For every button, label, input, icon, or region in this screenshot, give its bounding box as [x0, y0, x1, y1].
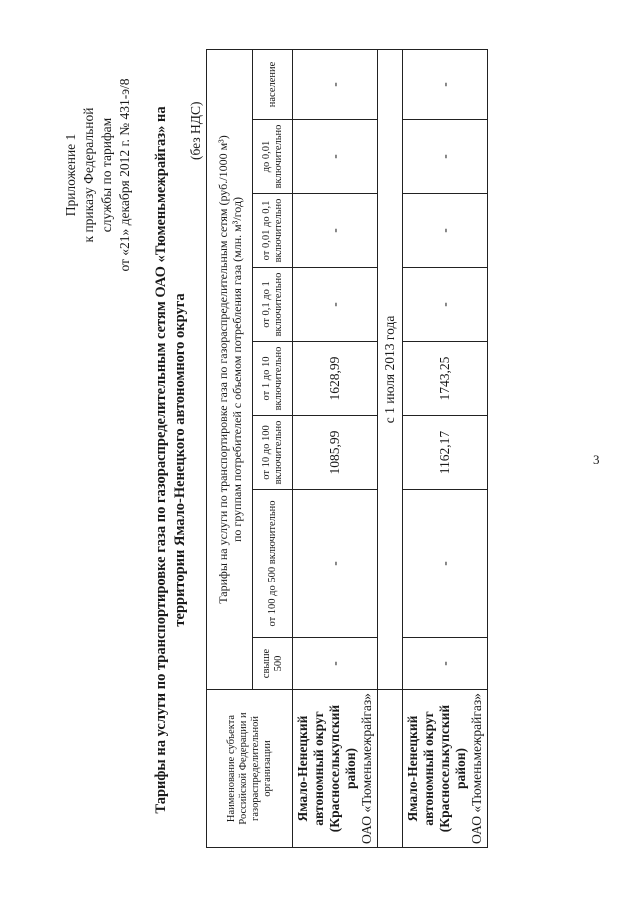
group-header: от 0,01 до 0,1 включительно [253, 194, 293, 268]
organization-name: ОАО «Тюменьмежрайгаз» [359, 693, 374, 844]
group-header: от 1 до 10 включительно [253, 342, 293, 416]
appendix-line-4: от «21» декабря 2012 г. № 431-э/8 [117, 78, 132, 272]
document-sheet [60, 40, 580, 860]
group-header: население [253, 49, 293, 119]
tariff-cell: - [293, 638, 378, 690]
tariff-cell: - [403, 268, 488, 342]
page-number: 3 [593, 452, 600, 467]
region-name: Ямало-Ненецкий автономный округ [405, 711, 436, 826]
tariff-cell: - [403, 120, 488, 194]
period-separator-row [378, 49, 403, 847]
group-header: свыше 500 [253, 638, 293, 690]
group-header: от 10 до 100 включительно [253, 416, 293, 490]
appendix-line-3: службы по тарифам [99, 117, 114, 233]
group-header: от 100 до 500 включительно [253, 490, 293, 638]
district-name: (Красноселькупский район) [327, 704, 358, 833]
header-subject: Наименование субъекта Российской Федерации и газораспределительной организации [207, 690, 293, 848]
header-tariffs-line-1: Тарифы на услуги по транспортировке газа по газораспределительным сетям (руб./1000 м³) [215, 135, 230, 604]
tariff-cell: 1628,99 [293, 342, 378, 416]
separator-blank-cell [378, 690, 403, 848]
tariff-cell: - [403, 194, 488, 268]
header-tariffs-line-2: по группам потребителей с объемом потребления газа (млн. м³/год) [229, 196, 244, 543]
group-header: до 0,01 включительно [253, 120, 293, 194]
appendix-line-2: к приказу Федеральной [81, 107, 96, 243]
region-name: Ямало-Ненецкий автономный округ [295, 711, 326, 826]
table-row [293, 49, 378, 847]
row-label [403, 690, 488, 848]
organization-name: ОАО «Тюменьмежрайгаз» [469, 693, 484, 844]
group-header: от 0,1 до 1 включительно [253, 268, 293, 342]
header-tariffs [207, 49, 253, 689]
tariff-cell: - [293, 268, 378, 342]
tariff-cell: 1743,25 [403, 342, 488, 416]
title-line-2: территории Ямало-Ненецкого автономного округа [172, 293, 188, 627]
tariff-table [206, 49, 488, 848]
table-header-row [207, 49, 253, 847]
title-line-1: Тарифы на услуги по транспортировке газа по газораспределительным сетям ОАО «Тюменьмежрайгаз» на [153, 106, 169, 814]
unit-note: (без НДС) [188, 101, 203, 160]
tariff-cell: - [403, 490, 488, 638]
document-title [152, 100, 190, 820]
district-name: (Красноселькупский район) [437, 704, 468, 833]
tariff-cell: - [403, 638, 488, 690]
tariff-cell: - [293, 120, 378, 194]
tariff-cell: - [293, 194, 378, 268]
table-row [403, 49, 488, 847]
period-separator: с 1 июля 2013 года [378, 49, 403, 689]
tariff-cell: 1085,99 [293, 416, 378, 490]
tariff-cell: 1162,17 [403, 416, 488, 490]
tariff-cell: - [293, 49, 378, 119]
appendix-line-1: Приложение 1 [63, 133, 78, 217]
tariff-cell: - [403, 49, 488, 119]
tariff-cell: - [293, 490, 378, 638]
appendix-header [62, 50, 134, 300]
row-label [293, 690, 378, 848]
